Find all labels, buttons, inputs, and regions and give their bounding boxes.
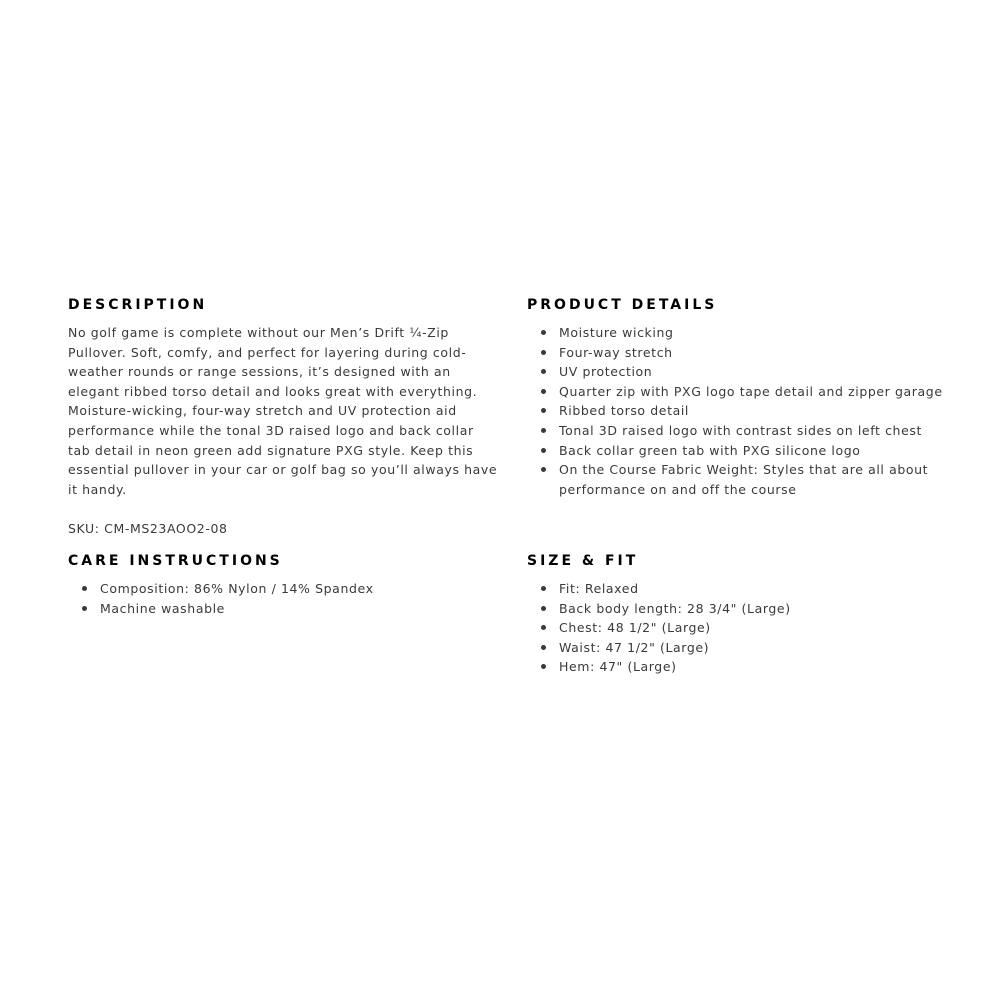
bullet-icon: [541, 467, 546, 472]
bullet-icon: [541, 586, 546, 591]
product-details-heading: PRODUCT DETAILS: [527, 297, 718, 313]
size-fit-section: [527, 552, 947, 677]
bullet-icon: [541, 448, 546, 453]
description-heading: DESCRIPTION: [68, 297, 208, 313]
list-item: Moisture wicking: [527, 323, 947, 343]
list-item: Quarter zip with PXG logo tape detail and zipper garage: [527, 382, 947, 402]
list-item: Composition: 86% Nylon / 14% Spandex: [68, 579, 500, 599]
product-details-list: [527, 323, 947, 499]
list-item: Back body length: 28 3/4" (Large): [527, 599, 947, 619]
list-item: UV protection: [527, 362, 947, 382]
bullet-icon: [541, 664, 546, 669]
bullet-icon: [82, 586, 87, 591]
bullet-icon: [82, 606, 87, 611]
bullet-icon: [541, 408, 546, 413]
list-item: Hem: 47" (Large): [527, 657, 947, 677]
list-item: Chest: 48 1/2" (Large): [527, 618, 947, 638]
list-item: Four-way stretch: [527, 343, 947, 363]
care-instructions-section: [68, 552, 500, 618]
bullet-icon: [541, 369, 546, 374]
care-instructions-list: [68, 579, 500, 618]
description-section: [68, 296, 500, 539]
sku-label: SKU: CM-MS23AOO2-08: [68, 520, 228, 536]
size-fit-heading: SIZE & FIT: [527, 553, 639, 569]
bullet-icon: [541, 428, 546, 433]
list-item: Back collar green tab with PXG silicone logo: [527, 441, 947, 461]
description-text: No golf game is complete without our Men’s Drift ¼-Zip Pullover. Soft, comfy, and perfect for layering during cold-weather rounds or range sessions, it’s designed with an elegant ribbed torso detail and looks great with everything. Moisture-wicking, four-way stretch and UV protection aid performance while the tonal 3D raised logo and back collar tab detail in neon green add signature PXG style. Keep this essential pullover in your car or golf bag so you’ll always have it handy.: [68, 325, 498, 497]
bullet-icon: [541, 350, 546, 355]
list-item: On the Course Fabric Weight: Styles that are all about performance on and off the course: [527, 460, 947, 499]
list-item: Tonal 3D raised logo with contrast sides on left chest: [527, 421, 947, 441]
bullet-icon: [541, 625, 546, 630]
list-item: Machine washable: [68, 599, 500, 619]
list-item: Waist: 47 1/2" (Large): [527, 638, 947, 658]
product-details-section: [527, 296, 947, 499]
bullet-icon: [541, 389, 546, 394]
size-fit-list: [527, 579, 947, 677]
list-item: Ribbed torso detail: [527, 401, 947, 421]
list-item: Fit: Relaxed: [527, 579, 947, 599]
care-instructions-heading: CARE INSTRUCTIONS: [68, 553, 283, 569]
bullet-icon: [541, 606, 546, 611]
bullet-icon: [541, 645, 546, 650]
bullet-icon: [541, 330, 546, 335]
